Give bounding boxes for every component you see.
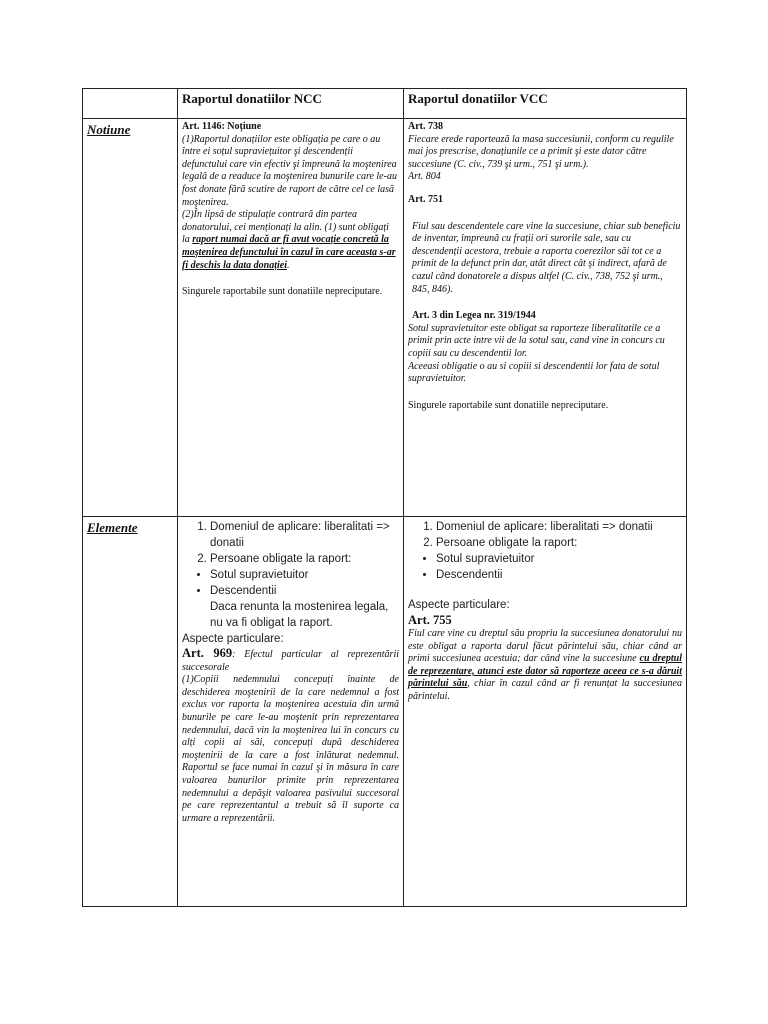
- notiune-ncc-cell: [178, 119, 404, 517]
- vcc-bullet-descendants: • Descendentii: [436, 567, 682, 583]
- art-969-text: (1)Copiii nedemnului concepuți înainte de deschiderea moştenirii de la care nedemnul a fost exclus vor raporta la moştenirea acestuia din urmă bunurile pe care le-au moştenit prin reprezentarea nedemnului, dacă vin la moştenirea lui în concurs cu alți copii ai săi, concepuți după deschiderea moştenirii de la care a fost înlăturat nedemnul. Raportul se face numai în cazul şi în măsura în care valoarea bunurilor primite prin reprezentarea nedemnului a depăşit valoarea pasivului succesoral pe care reprezentantul a trebuit să îl suporte ca urmare a reprezentării.: [182, 674, 399, 824]
- art-804-ref: Art. 804: [408, 171, 441, 183]
- vcc-item-domain: 1. Domeniul de aplicare: liberalitati => donatii: [436, 519, 682, 535]
- art-3-text-a: Sotul supravietuitor este obligat sa raporteze liberalitatile ce a primit prin acte intre vii de la sotul sau, cand vine in concurs cu copiii sau cu descendentii lor.: [408, 322, 665, 359]
- p2-text-c: .: [287, 259, 290, 271]
- p2-text-emphasis: raport numai dacă ar fi avut vocație concretă la moştenirea defunctului în cazul în care aceasta s-ar fi deschis la data donației: [182, 234, 396, 271]
- notiune-label: Notiune: [87, 122, 131, 137]
- art-969-title: Art. 969: [182, 646, 233, 660]
- notiune-label-cell: [83, 119, 178, 517]
- header-ncc: Raportul donatiilor NCC: [178, 89, 404, 119]
- elemente-ncc-cell: [178, 517, 404, 907]
- elemente-row: [83, 517, 687, 907]
- art-738-text: Fiecare erede raportează la masa succesiunii, conform cu regulile mai jos prescrise, donațiunile ce a primit şi este dator către succesiune (C. civ., 739 şi urm., 751 şi urm.).: [408, 133, 674, 170]
- vcc-bullet-spouse: • Sotul supravietuitor: [436, 551, 682, 567]
- vcc-item-persons: 2. Persoane obligate la raport:: [436, 535, 682, 551]
- header-empty-cell: [83, 89, 178, 119]
- elemente-vcc-cell: [404, 517, 687, 907]
- ncc-bullet-spouse: • Sotul supravietuitor: [210, 567, 399, 583]
- ncc-elements-list: [182, 519, 399, 647]
- ncc-item-domain: 1. Domeniul de aplicare: liberalitati => donatii: [210, 519, 399, 551]
- vcc-elements-list: [408, 519, 682, 613]
- art-3-title: Art. 3 din Legea nr. 319/1944: [412, 310, 536, 322]
- art-1146-paragraph-1: (1)Raportul donațiilor este obligația pe care o au între ei soțul supraviețuitor şi descendenții defunctului care vin efectiv şi împreună la moştenirea legală de a readuce la moştenirea bunurile care le-au fost donate fără scutire de raport de către cel ce lasă moştenirea.: [182, 133, 397, 208]
- elemente-label-cell: [83, 517, 178, 907]
- ncc-note: Singurele raportabile sunt donatiile nepreciputare.: [182, 286, 383, 298]
- art-1146-paragraph-2: [182, 209, 399, 272]
- vcc-note: Singurele raportabile sunt donatiile nepreciputare.: [408, 399, 609, 411]
- comparison-table: [82, 88, 687, 907]
- notiune-row: [83, 119, 687, 517]
- ncc-bullet-descendants: • Descendentii: [210, 583, 399, 599]
- art-751-text: Fiul sau descendentele care vine la succesiune, chiar sub beneficiu de inventar, împreună cu frații ori surorile sale, sau cu descendenții acestora, trebuie a raporta coerezilor săi tot ce a primit de la defunct prin dar, atât direct cât şi indirect, afară de cazul când donatorele a dispus altfel (C. civ., 738, 752 şi urm., 845, 846).: [412, 220, 681, 295]
- header-row: [83, 89, 687, 119]
- ncc-renunciation-note: Daca renunta la mostenirea legala, nu va fi obligat la raport.: [210, 601, 389, 629]
- header-vcc: Raportul donatiilor VCC: [404, 89, 687, 119]
- p2-text-a: (2)În lipsă de stipulație contrară din partea donatorului, cei menționați la alin. (1) sunt obligați la: [182, 209, 389, 246]
- p755-text-emphasis: cu dreptul de reprezentare, atunci este dator să raporteze aceea ce s-a dăruit părintelui său: [408, 653, 682, 690]
- art-751-title: Art. 751: [408, 193, 443, 205]
- art-1146-title: Art. 1146: Noțiune: [182, 121, 262, 132]
- art-738-title: Art. 738: [408, 121, 443, 132]
- art-3-text-b: Aceeasi obligatie o au si copiii si descendentii lor fata de sotul supravietuitor.: [408, 360, 660, 385]
- p755-text-c: , chiar în cazul când ar fi renunțat la succesiunea părintelui.: [408, 678, 682, 702]
- art-755-title: Art. 755: [408, 613, 452, 627]
- ncc-item-persons: 2. Persoane obligate la raport:: [210, 551, 399, 567]
- notiune-vcc-cell: [404, 119, 687, 517]
- art-969-subtitle: : Efectul particular al reprezentării succesorale: [182, 649, 399, 673]
- art-969-block: [182, 647, 399, 674]
- art-755-text: [408, 628, 682, 704]
- p755-text-a: Fiul care vine cu dreptul său propriu la succesiunea donatorului nu este obligat a raporta darul făcut părintelui său, chiar când ar primi succesiunea acestuia; dar când vine la succesiune: [408, 628, 682, 665]
- ncc-aspecte: Aspecte particulare:: [182, 633, 284, 645]
- vcc-aspecte: Aspecte particulare:: [408, 599, 510, 611]
- elemente-label: Elemente: [87, 520, 138, 535]
